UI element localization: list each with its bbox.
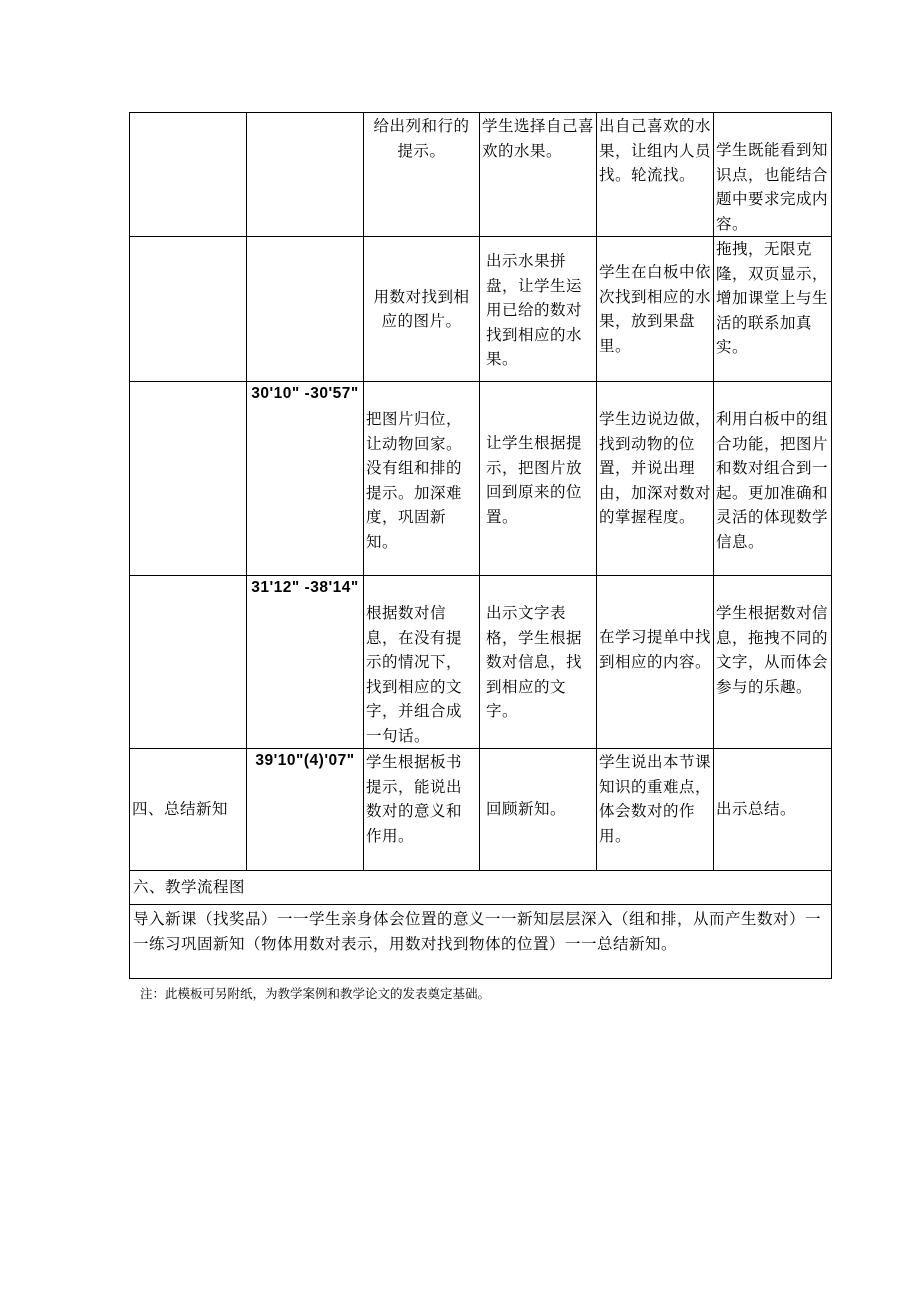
student-cell: 出示文字表格，学生根据数对信息，找到相应的文字。 <box>480 576 597 749</box>
time-cell: 30'10" -30'57" <box>247 382 364 576</box>
intent-cell: 利用白板中的组合功能，把图片和数对组合到一起。更加准确和灵活的体现数学信息。 <box>714 382 832 576</box>
activity-cell: 在学习提单中找到相应的内容。 <box>597 576 714 749</box>
teacher-design-cell: 给出列和行的提示。 <box>364 113 480 237</box>
time-cell <box>247 113 364 237</box>
intent-cell: 学生根据数对信息，拖拽不同的文字，从而体会参与的乐趣。 <box>714 576 832 749</box>
section-title: 六、教学流程图 <box>130 871 832 905</box>
table-row <box>130 871 832 905</box>
student-cell: 出示水果拼盘，让学生运用已给的数对找到相应的水果。 <box>480 237 597 382</box>
activity-cell: 学生边说边做，找到动物的位置，并说出理由，加深对数对的掌握程度。 <box>597 382 714 576</box>
table-row <box>130 905 832 979</box>
teacher-design-cell: 用数对找到相应的图片。 <box>364 237 480 382</box>
stage-cell <box>130 382 247 576</box>
student-cell: 学生选择自己喜欢的水果。 <box>480 113 597 237</box>
teacher-design-cell: 学生根据板书提示，能说出数对的意义和作用。 <box>364 749 480 871</box>
time-cell: 31'12" -38'14" <box>247 576 364 749</box>
footnote: 注：此模板可另附纸，为教学案例和教学论文的发表奠定基础。 <box>140 986 491 1001</box>
flow-text: 导入新课（找奖品）一一学生亲身体会位置的意义一一新知层层深入（组和排，从而产生数对）一一练习巩固新知（物体用数对表示，用数对找到物体的位置）一一总结新知。 <box>130 905 832 979</box>
stage-cell <box>130 237 247 382</box>
lesson-table <box>129 112 832 979</box>
teacher-design-cell: 把图片归位，让动物回家。没有组和排的提示。加深难度，巩固新知。 <box>364 382 480 576</box>
stage-cell: 四、总结新知 <box>130 749 247 871</box>
stage-cell <box>130 576 247 749</box>
intent-cell: 学生既能看到知识点，也能结合题中要求完成内容。 <box>714 113 832 237</box>
intent-cell: 拖拽，无限克隆，双页显示，增加课堂上与生活的联系加真实。 <box>714 237 832 382</box>
stage-cell <box>130 113 247 237</box>
table-row <box>130 237 832 382</box>
teacher-design-cell: 根据数对信息，在没有提示的情况下，找到相应的文字，并组合成一句话。 <box>364 576 480 749</box>
time-cell <box>247 237 364 382</box>
activity-cell: 学生在白板中依次找到相应的水果，放到果盘里。 <box>597 237 714 382</box>
intent-cell: 出示总结。 <box>714 749 832 871</box>
activity-cell: 学生说出本节课知识的重难点，体会数对的作用。 <box>597 749 714 871</box>
time-cell: 39'10"(4)'07" <box>247 749 364 871</box>
student-cell: 让学生根据提示，把图片放回到原来的位置。 <box>480 382 597 576</box>
table-row <box>130 382 832 576</box>
table-row <box>130 576 832 749</box>
student-cell: 回顾新知。 <box>480 749 597 871</box>
table-row <box>130 749 832 871</box>
table-row <box>130 113 832 237</box>
activity-cell: 出自己喜欢的水果，让组内人员找。轮流找。 <box>597 113 714 237</box>
